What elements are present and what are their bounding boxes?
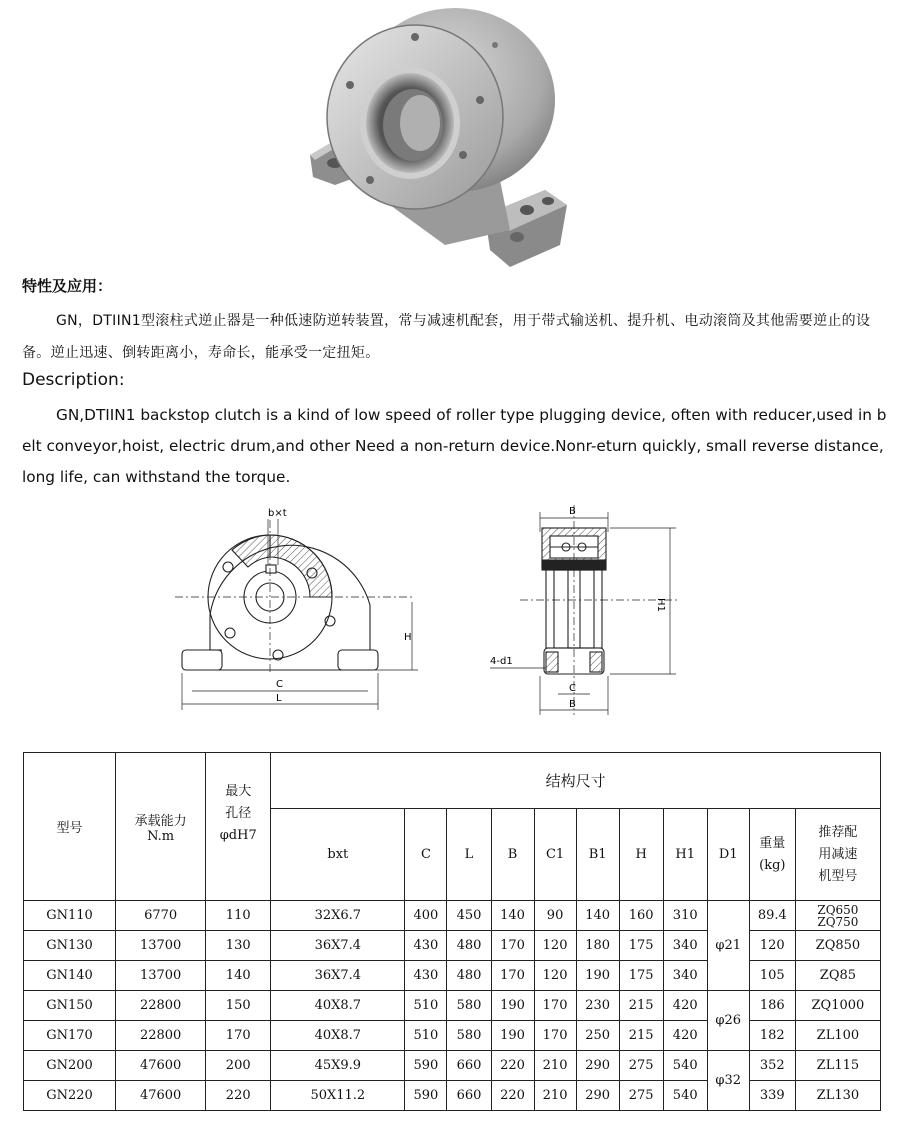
- label-B-bottom: B: [569, 699, 576, 710]
- cell-weight: 186: [749, 991, 795, 1021]
- cell-B: 190: [491, 991, 534, 1021]
- cell-weight: 339: [749, 1081, 795, 1111]
- header-C1: C1: [534, 809, 576, 901]
- cell-B1: 290: [576, 1051, 619, 1081]
- cell-D1: φ21: [707, 901, 749, 991]
- cell-L: 480: [447, 961, 491, 991]
- cell-L: 480: [447, 931, 491, 961]
- cell-H1: 540: [663, 1081, 707, 1111]
- cell-bore: 220: [206, 1081, 271, 1111]
- cell-capacity: 22800: [116, 1021, 206, 1051]
- cell-B1: 290: [576, 1081, 619, 1111]
- table-row: [24, 1081, 881, 1111]
- cell-reducer: ZQ85: [795, 961, 880, 991]
- cell-C1: 210: [534, 1081, 576, 1111]
- cell-weight: 89.4: [749, 901, 795, 931]
- cell-model: GN110: [24, 901, 116, 931]
- cell-weight: 182: [749, 1021, 795, 1051]
- cell-B: 170: [491, 931, 534, 961]
- cell-H: 175: [619, 961, 663, 991]
- cell-L: 450: [447, 901, 491, 931]
- cell-model: GN170: [24, 1021, 116, 1051]
- cell-bxt: 50X11.2: [271, 1081, 405, 1111]
- cell-B: 220: [491, 1081, 534, 1111]
- label-C-side: C: [569, 683, 576, 694]
- cell-reducer-a: ZQ650: [817, 902, 859, 917]
- header-bore-2: 孔径: [225, 806, 252, 821]
- cell-B1: 230: [576, 991, 619, 1021]
- cell-C: 510: [405, 991, 447, 1021]
- cell-bxt: 40X8.7: [271, 991, 405, 1021]
- cell-C: 510: [405, 1021, 447, 1051]
- cell-B1: 140: [576, 901, 619, 931]
- cell-C: 590: [405, 1051, 447, 1081]
- header-B: B: [491, 809, 534, 901]
- cell-C1: 90: [534, 901, 576, 931]
- header-bxt: bxt: [271, 809, 405, 901]
- label-C: C: [276, 679, 283, 690]
- cell-reducer: ZQ850: [795, 931, 880, 961]
- cell-B: 190: [491, 1021, 534, 1051]
- cell-bxt: 36X7.4: [271, 961, 405, 991]
- cell-L: 580: [447, 1021, 491, 1051]
- cell-H: 215: [619, 991, 663, 1021]
- header-D1: D1: [707, 809, 749, 901]
- cell-C: 400: [405, 901, 447, 931]
- label-bxt: b×t: [268, 508, 287, 519]
- header-capacity: [116, 753, 206, 901]
- cell-bxt: 40X8.7: [271, 1021, 405, 1051]
- cell-reducer: [795, 901, 880, 931]
- cell-L: 660: [447, 1081, 491, 1111]
- cell-weight: 105: [749, 961, 795, 991]
- table-row: [24, 991, 881, 1021]
- cell-capacity: 6770: [116, 901, 206, 931]
- cell-B: 220: [491, 1051, 534, 1081]
- header-model: 型号: [24, 753, 116, 901]
- cell-C1: 120: [534, 931, 576, 961]
- cell-bxt: 32X6.7: [271, 901, 405, 931]
- cell-B: 140: [491, 901, 534, 931]
- cell-capacity: 47600: [116, 1081, 206, 1111]
- cell-B1: 180: [576, 931, 619, 961]
- cell-L: 660: [447, 1051, 491, 1081]
- cell-B: 170: [491, 961, 534, 991]
- header-bore: [206, 753, 271, 901]
- cell-H: 275: [619, 1051, 663, 1081]
- cell-C: 430: [405, 931, 447, 961]
- cell-reducer: ZL100: [795, 1021, 880, 1051]
- cell-C1: 170: [534, 991, 576, 1021]
- backstop-clutch-photo: [295, 5, 575, 270]
- label-4-d1: 4-d1: [490, 656, 513, 667]
- cell-weight: 352: [749, 1051, 795, 1081]
- cell-bxt: 45X9.9: [271, 1051, 405, 1081]
- features-heading: 特性及应用：: [22, 277, 113, 295]
- cell-H1: 340: [663, 931, 707, 961]
- table-row: [24, 901, 881, 931]
- cell-capacity: 22800: [116, 991, 206, 1021]
- header-H1: H1: [663, 809, 707, 901]
- header-reducer-3: 机型号: [818, 868, 858, 884]
- header-weight: [749, 809, 795, 901]
- cell-bore: 140: [206, 961, 271, 991]
- description-heading: Description:: [22, 370, 125, 390]
- cell-H1: 540: [663, 1051, 707, 1081]
- cell-H1: 420: [663, 1021, 707, 1051]
- cell-reducer-b: ZQ750: [817, 914, 859, 929]
- cell-C: 430: [405, 961, 447, 991]
- header-C: C: [405, 809, 447, 901]
- cell-weight: 120: [749, 931, 795, 961]
- cell-C: 590: [405, 1081, 447, 1111]
- features-text: GN，DTIIN1型滚柱式逆止器是一种低速防逆转装置，常与减速机配套，用于带式输送机、提升机、电动滚筒及其他需要逆止的设备。逆止迅速、倒转距离小，寿命长，能承受一定扭矩。: [22, 313, 871, 361]
- table-row: [24, 1051, 881, 1081]
- cell-B1: 190: [576, 961, 619, 991]
- header-weight-2: (kg): [759, 857, 786, 873]
- cell-reducer: ZL115: [795, 1051, 880, 1081]
- cell-H: 160: [619, 901, 663, 931]
- cell-D1: φ32: [707, 1051, 749, 1111]
- cell-capacity: 47600: [116, 1051, 206, 1081]
- header-structure: 结构尺寸: [271, 753, 881, 809]
- cell-H: 215: [619, 1021, 663, 1051]
- cell-capacity: 13700: [116, 931, 206, 961]
- front-view-drawing: [170, 505, 420, 715]
- header-reducer-2: 用减速: [818, 846, 858, 862]
- cell-model: GN140: [24, 961, 116, 991]
- cell-C1: 210: [534, 1051, 576, 1081]
- table-row: [24, 961, 881, 991]
- label-H1: H1: [655, 598, 666, 612]
- label-L: L: [276, 693, 282, 704]
- cell-H1: 420: [663, 991, 707, 1021]
- header-reducer: [795, 809, 880, 901]
- cell-model: GN200: [24, 1051, 116, 1081]
- header-reducer-1: 推荐配: [818, 824, 858, 840]
- cell-C1: 170: [534, 1021, 576, 1051]
- cell-bore: 150: [206, 991, 271, 1021]
- header-capacity-label: 承载能力: [134, 813, 187, 829]
- cell-B1: 250: [576, 1021, 619, 1051]
- cell-bxt: 36X7.4: [271, 931, 405, 961]
- cell-reducer: ZQ1000: [795, 991, 880, 1021]
- cell-H1: 340: [663, 961, 707, 991]
- cell-H: 275: [619, 1081, 663, 1111]
- cell-D1: φ26: [707, 991, 749, 1051]
- cell-model: GN130: [24, 931, 116, 961]
- description-text: GN,DTIIN1 backstop clutch is a kind of low speed of roller type plugging device, often with reducer,used in belt conveyor,hoist, electric drum,and other Need a non-return device.Nonr-eturn quickly, small reverse distance, long life, can withstand the torque.: [22, 406, 887, 486]
- cell-bore: 170: [206, 1021, 271, 1051]
- cell-model: GN150: [24, 991, 116, 1021]
- header-weight-1: 重量: [759, 835, 786, 851]
- header-capacity-unit: N.m: [147, 828, 175, 844]
- cell-reducer: ZL130: [795, 1081, 880, 1111]
- cell-model: GN220: [24, 1081, 116, 1111]
- label-H: H: [404, 632, 412, 643]
- header-B1: B1: [576, 809, 619, 901]
- header-H: H: [619, 809, 663, 901]
- cell-bore: 200: [206, 1051, 271, 1081]
- label-B-top: B: [569, 506, 576, 517]
- cell-H1: 310: [663, 901, 707, 931]
- cell-H: 175: [619, 931, 663, 961]
- header-L: L: [447, 809, 491, 901]
- cell-bore: 130: [206, 931, 271, 961]
- cell-L: 580: [447, 991, 491, 1021]
- cell-C1: 120: [534, 961, 576, 991]
- table-row: [24, 931, 881, 961]
- header-bore-3: φdH7: [219, 828, 257, 843]
- header-bore-1: 最大: [225, 784, 252, 799]
- side-view-drawing: [480, 500, 700, 720]
- table-row: [24, 1021, 881, 1051]
- spec-table: [23, 752, 881, 1111]
- cell-bore: 110: [206, 901, 271, 931]
- cell-capacity: 13700: [116, 961, 206, 991]
